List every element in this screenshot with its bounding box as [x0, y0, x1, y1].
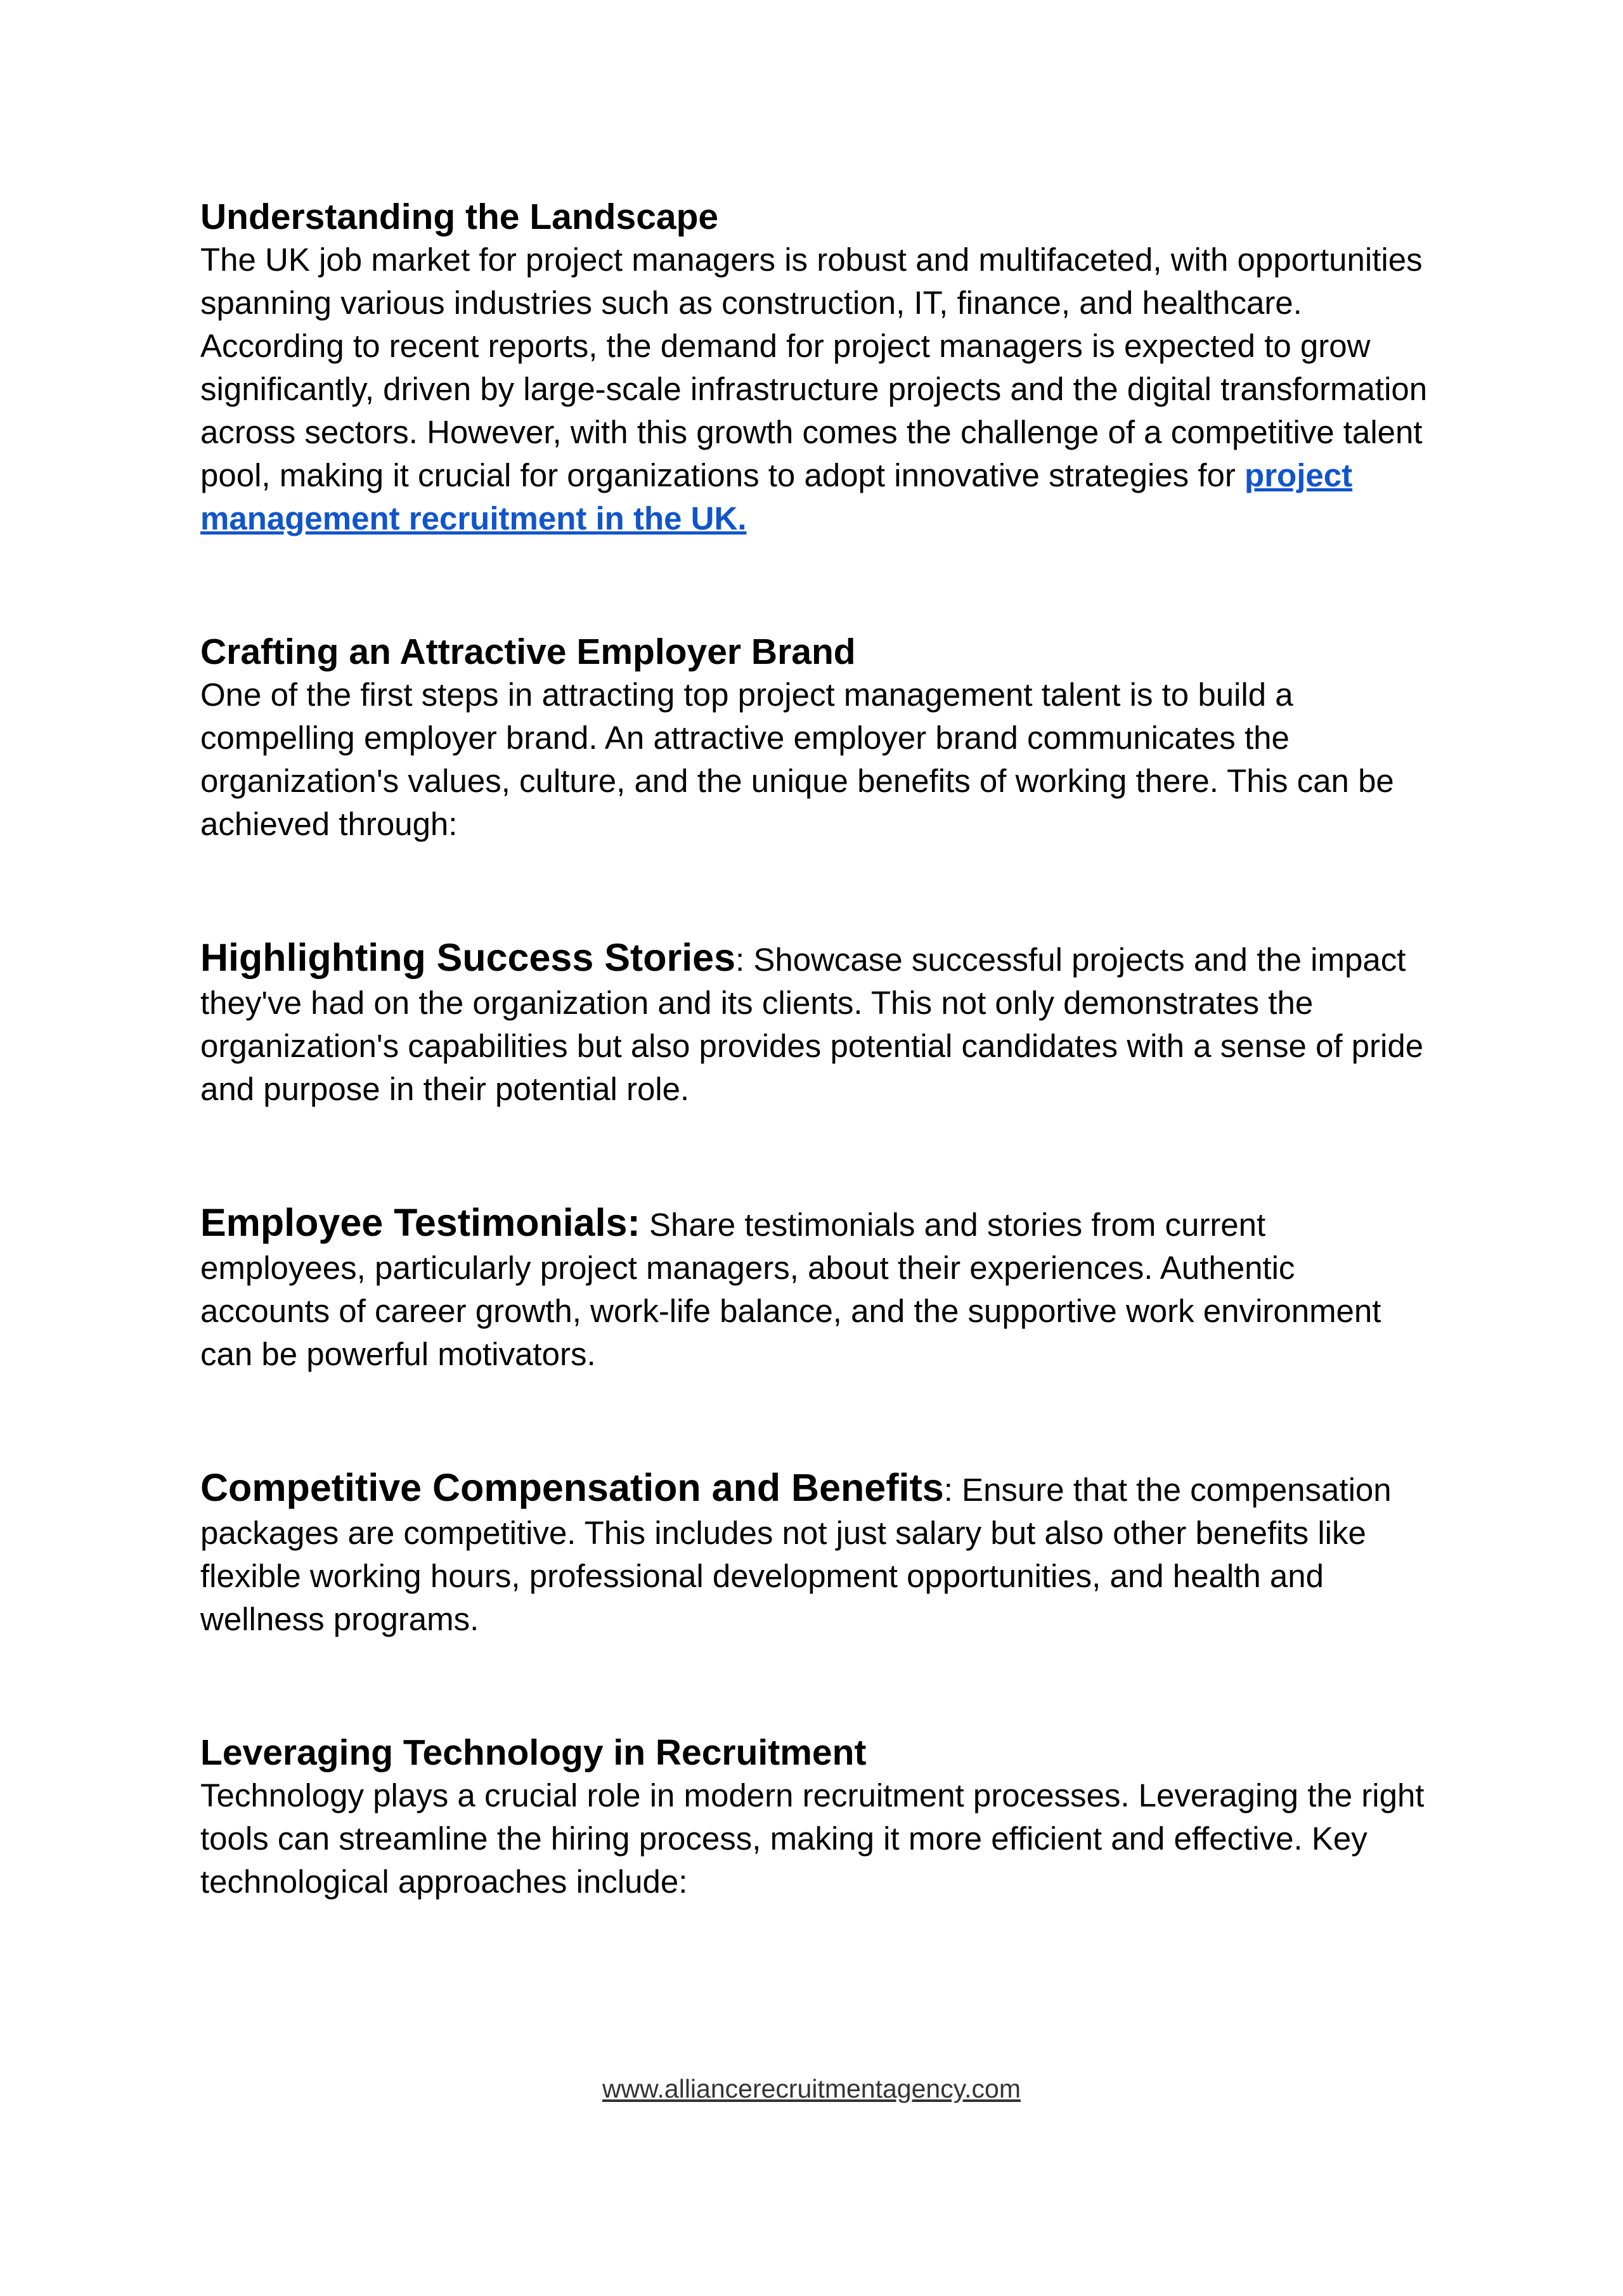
- section-leveraging-technology: [200, 1731, 1429, 1904]
- page-footer: [0, 2072, 1623, 2105]
- section-paragraph: [200, 1201, 1429, 1376]
- project-management-recruitment-link[interactable]: project management recruitment in the UK.: [200, 457, 1353, 536]
- section-crafting-employer-brand: [200, 630, 1429, 846]
- section-understanding-the-landscape: [200, 195, 1429, 540]
- paragraph-text: The UK job market for project managers is robust and multifaceted, with opportunities spanning various industries such as construction, IT, finance, and healthcare. According to recent reports, the demand for project managers is expected to grow significantly, driven by large-scale infrastructure projects and the digital transformation across sectors. However, with this growth comes the challenge of a competitive talent pool, making it crucial for organizations to adopt innovative strategies for: [200, 242, 1428, 493]
- section-highlighting-success-stories: [200, 936, 1429, 1111]
- heading-separator: :: [943, 1472, 962, 1508]
- section-heading: Understanding the Landscape: [200, 197, 719, 237]
- paragraph-text: Share testimonials and stories from current employees, particularly project managers, about their experiences. Authentic accounts of career growth, work-life balance, and the supportive work environment can be powerful motivators.: [200, 1207, 1381, 1372]
- section-heading: Crafting an Attractive Employer Brand: [200, 632, 856, 672]
- section-paragraph: [200, 1466, 1429, 1641]
- section-employee-testimonials: [200, 1201, 1429, 1376]
- paragraph-text: Ensure that the compensation packages are competitive. This includes not just salary but also other benefits like flexible working hours, professional development opportunities, and health and wellness programs.: [200, 1472, 1392, 1637]
- runin-heading: Competitive Compensation and Benefits: [200, 1466, 944, 1509]
- section-paragraph: [200, 936, 1429, 1111]
- heading-separator: [640, 1207, 649, 1243]
- runin-heading: Employee Testimonials:: [200, 1201, 640, 1244]
- section-competitive-compensation: [200, 1466, 1429, 1641]
- paragraph-text: Showcase successful projects and the impact they've had on the organization and its clients. This not only demonstrates the organization's capabilities but also provides potential candidates with a sense of pride and purpose in their potential role.: [200, 942, 1424, 1107]
- section-paragraph: Technology plays a crucial role in modern recruitment processes. Leveraging the right tools can streamline the hiring process, making it more efficient and effective. Key technological approaches include:: [200, 1777, 1425, 1900]
- section-paragraph: One of the first steps in attracting top project management talent is to build a compelling employer brand. An attractive employer brand communicates the organization's values, culture, and the unique benefits of working there. This can be achieved through:: [200, 677, 1394, 842]
- heading-separator: :: [735, 942, 754, 978]
- runin-heading: Highlighting Success Stories: [200, 936, 735, 979]
- footer-website-link[interactable]: www.alliancerecruitmentagency.com: [602, 2074, 1021, 2103]
- section-paragraph: [200, 238, 1429, 540]
- section-heading: Leveraging Technology in Recruitment: [200, 1732, 867, 1773]
